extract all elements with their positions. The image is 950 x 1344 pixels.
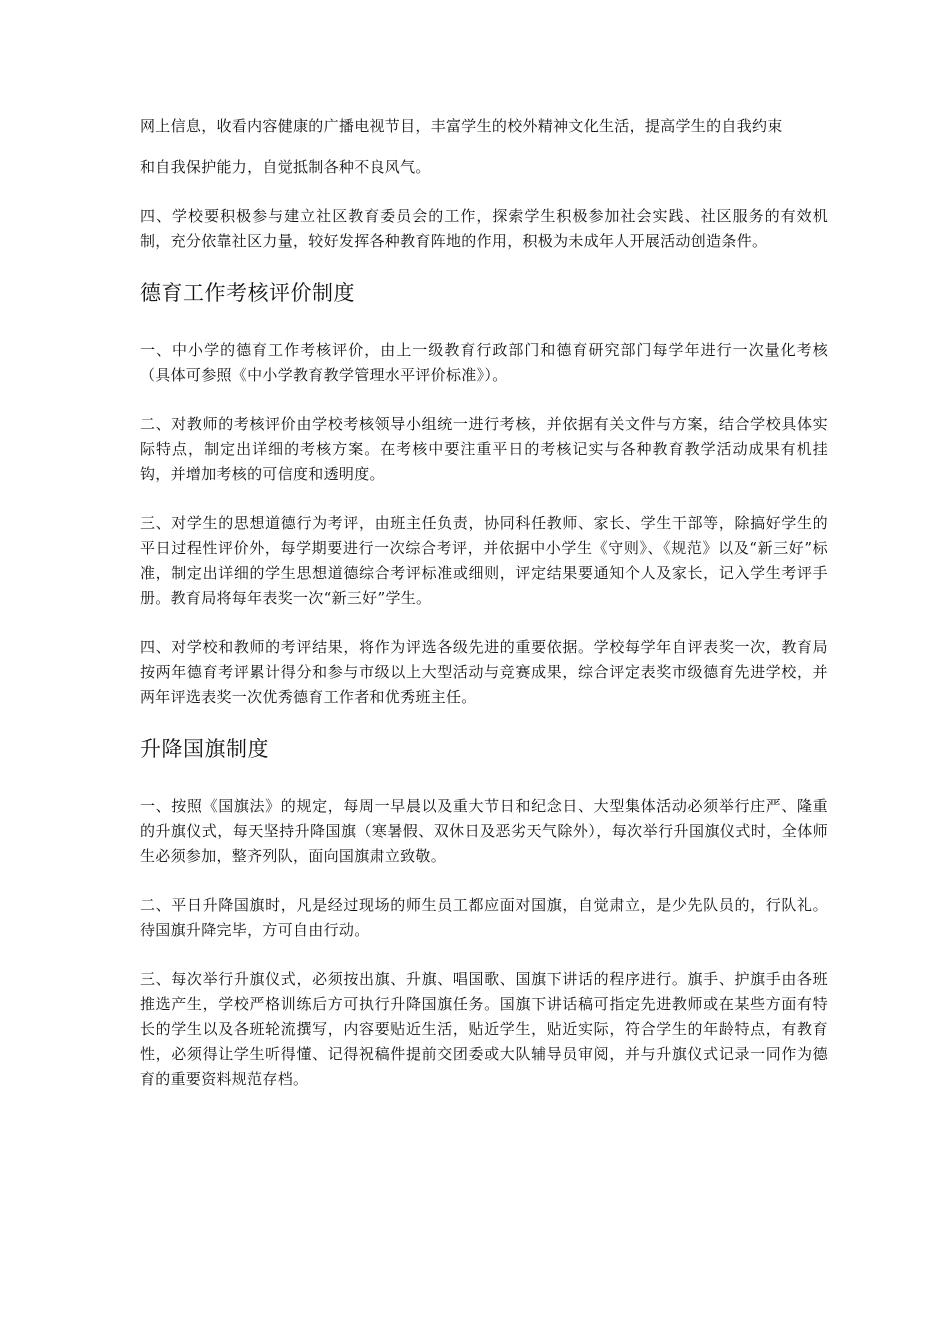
- section-1-paragraph-1: 一、中小学的德育工作考核评价，由上一级教育行政部门和德育研究部门每学年进行一次量化考核（具体可参照《中小学教育教学管理水平评价标准》）。: [140, 341, 828, 384]
- section-2-paragraph-2: 二、平日升降国旗时，凡是经过现场的师生员工都应面对国旗，自觉肃立，是少先队员的，行队礼。待国旗升降完毕，方可自由行动。: [140, 896, 828, 939]
- intro-paragraph-2: 和自我保护能力，自觉抵制各种不良风气。: [140, 158, 431, 176]
- intro-paragraph-1: 网上信息，收看内容健康的广播电视节目，丰富学生的校外精神文化生活，提高学生的自我约束: [140, 117, 783, 135]
- section-2-paragraph-3: 三、每次举行升旗仪式，必须按出旗、升旗、唱国歌、国旗下讲话的程序进行。旗手、护旗手由各班推选产生，学校严格训练后方可执行升降国旗任务。国旗下讲话稿可指定先进教师或在某些方面有特长的学生以及各班轮流撰写，内容要贴近生活，贴近学生，贴近实际，符合学生的年龄特点，有教育性，必须得让学生听得懂、记得祝稿件提前交团委或大队辅导员审阅，并与升旗仪式记录一同作为德育的重要资料规范存档。: [140, 970, 828, 1088]
- intro-paragraph-3: 四、学校要积极参与建立社区教育委员会的工作，探索学生积极参加社会实践、社区服务的有效机制，充分依靠社区力量，较好发挥各种教育阵地的作用，积极为未成年人开展活动创造条件。: [140, 207, 828, 250]
- section-1-paragraph-3: 三、对学生的思想道德行为考评，由班主任负责，协同科任教师、家长、学生干部等，除搞好学生的平日过程性评价外，每学期要进行一次综合考评，并依据中小学生《守则》、《规范》以及“新三好”标准，制定出详细的学生思想道德综合考评标准或细则，评定结果要通知个人及家长，记入学生考评手册。教育局将每年表奖一次“新三好”学生。: [140, 514, 828, 607]
- section-title-flag-ceremony: 升降国旗制度: [140, 737, 269, 761]
- section-2-paragraph-1: 一、按照《国旗法》的规定，每周一早晨以及重大节日和纪念日、大型集体活动必须举行庄严、隆重的升旗仪式，每天坚持升降国旗（寒暑假、双休日及恶劣天气除外），每次举行升国旗仪式时，全体师生必须参加，整齐列队，面向国旗肃立致敬。: [140, 797, 828, 865]
- section-title-moral-evaluation: 德育工作考核评价制度: [140, 281, 355, 305]
- section-flag-ceremony: [140, 734, 828, 1092]
- section-moral-evaluation: [140, 278, 828, 710]
- section-1-paragraph-4: 四、对学校和教师的考评结果，将作为评选各级先进的重要依据。学校每学年自评表奖一次，教育局按两年德育考评累计得分和参与市级以上大型活动与竞赛成果，综合评定表奖市级德育先进学校，并两年评选表奖一次优秀德育工作者和优秀班主任。: [140, 638, 828, 706]
- document-page: [140, 114, 828, 1116]
- section-1-paragraph-2: 二、对教师的考核评价由学校考核领导小组统一进行考核，并依据有关文件与方案，结合学校具体实际特点，制定出详细的考核方案。在考核中要注重平日的考核记实与各种教育教学活动成果有机挂钩，并增加考核的可信度和透明度。: [140, 415, 828, 483]
